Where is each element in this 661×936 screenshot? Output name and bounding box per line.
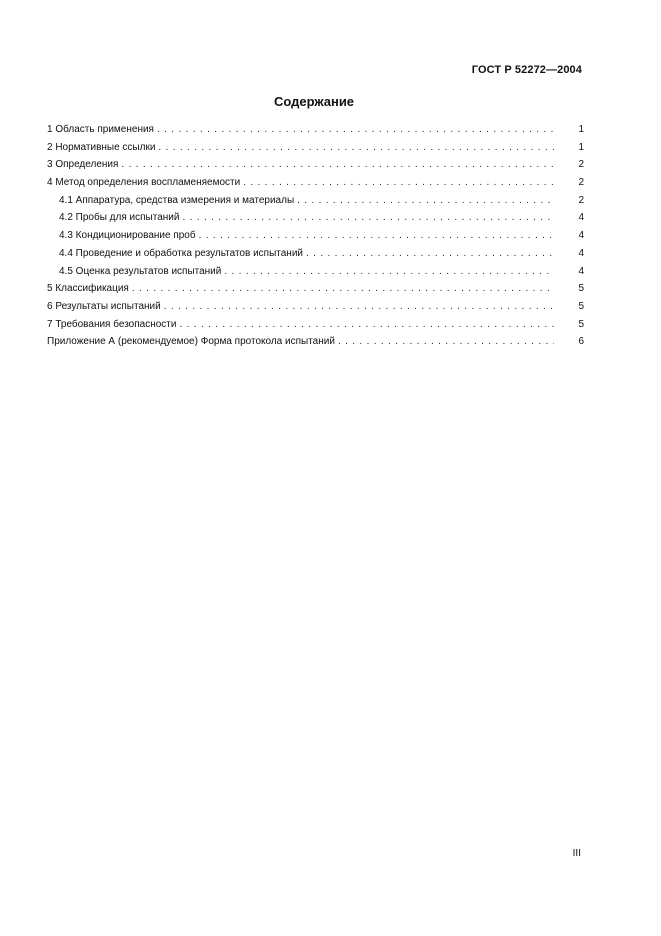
toc-entry-page: 6 bbox=[578, 336, 584, 348]
toc-entry-label: 4 Метод определения воспламеняемости bbox=[47, 177, 241, 189]
toc-subentry bbox=[47, 245, 584, 263]
toc-entry-label: 1 Область применения bbox=[47, 124, 154, 135]
toc-entry bbox=[47, 139, 584, 157]
document-code: ГОСТ Р 52272—2004 bbox=[471, 64, 582, 76]
toc-entry bbox=[47, 316, 584, 334]
toc-subentry bbox=[47, 227, 584, 245]
toc-leader-dots bbox=[164, 298, 554, 316]
toc-leader-dots bbox=[224, 263, 554, 281]
toc-entry-label: 7 Требования безопасности bbox=[47, 318, 177, 330]
toc-entry-page: 4 bbox=[578, 265, 584, 277]
toc-leader-dots bbox=[179, 316, 554, 334]
toc-entry-label: 5 Классификация bbox=[47, 283, 129, 295]
toc-entry-page: 4 bbox=[578, 212, 584, 224]
toc-entry-label: 6 Результаты испытаний bbox=[47, 300, 161, 312]
toc-entry-page: 2 bbox=[578, 194, 584, 206]
toc-entry bbox=[47, 156, 584, 174]
toc-entry-label: 4.5 Оценка результатов испытаний bbox=[59, 265, 222, 277]
toc-entry-page: 1 bbox=[578, 124, 584, 135]
toc-entry-label: 3 Определения bbox=[47, 159, 119, 171]
toc-entry-page: 5 bbox=[578, 283, 584, 295]
toc-leader-dots bbox=[306, 245, 554, 263]
toc-entry-label: Приложение А (рекомендуемое) Форма протокола испытаний bbox=[47, 336, 335, 348]
toc-entry-page: 2 bbox=[578, 159, 584, 171]
toc-subentry bbox=[47, 263, 584, 281]
toc-entry-label: 4.3 Кондиционирование проб bbox=[59, 230, 196, 242]
toc-subentry bbox=[47, 209, 584, 227]
toc-entry bbox=[47, 174, 584, 192]
toc-entry-label: 4.4 Проведение и обработка результатов испытаний bbox=[59, 247, 303, 259]
toc-leader-dots bbox=[297, 192, 554, 210]
toc-entry-page: 5 bbox=[578, 318, 584, 330]
toc-entry-label: 4.1 Аппаратура, средства измерения и материалы bbox=[59, 194, 295, 206]
toc-entry-page: 1 bbox=[578, 141, 584, 153]
toc-leader-dots bbox=[121, 156, 554, 174]
toc-entry bbox=[47, 121, 584, 139]
toc-entry-label: 4.2 Пробы для испытаний bbox=[59, 212, 180, 224]
toc-entry bbox=[47, 280, 584, 298]
toc-entry bbox=[47, 333, 584, 351]
toc-entry-page: 5 bbox=[578, 300, 584, 312]
toc-leader-dots bbox=[243, 174, 554, 192]
toc-subentry bbox=[47, 192, 584, 210]
toc-leader-dots bbox=[338, 333, 554, 351]
page-number: III bbox=[572, 848, 581, 859]
toc-leader-dots bbox=[199, 227, 554, 245]
toc-entry-label: 2 Нормативные ссылки bbox=[47, 141, 156, 153]
toc-leader-dots bbox=[182, 209, 554, 227]
toc-entry-page: 4 bbox=[578, 230, 584, 242]
toc-leader-dots bbox=[132, 280, 554, 298]
toc-entry-page: 2 bbox=[578, 177, 584, 189]
toc-leader-dots bbox=[158, 139, 554, 157]
toc-entry-page: 4 bbox=[578, 247, 584, 259]
toc-title: Содержание bbox=[273, 94, 355, 109]
toc-leader-dots bbox=[157, 121, 554, 139]
table-of-contents bbox=[47, 121, 584, 351]
toc-entry bbox=[47, 298, 584, 316]
